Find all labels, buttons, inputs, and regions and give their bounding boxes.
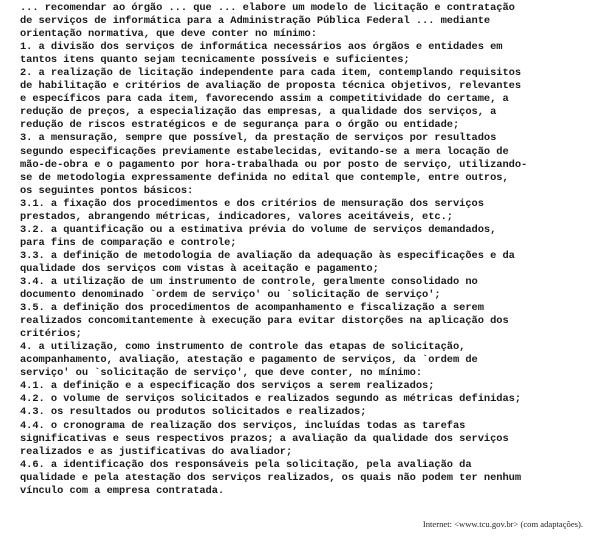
text-line: 4.4. o cronograma de realização dos serviços, incluídas todas as tarefas (20, 419, 466, 432)
text-line: realizados concomitantemente à execução para evitar distorções na aplicação dos (20, 315, 509, 328)
text-line: 2. a realização de licitação independente para cada item, contemplando requisitos (20, 67, 522, 80)
text-line: 4. a utilização, como instrumento de controle das etapas de solicitação, (20, 341, 466, 354)
text-line: 3.1. a fixação dos procedimentos e dos critérios de mensuração dos serviços (20, 197, 484, 210)
text-line: os seguintes pontos básicos: (20, 184, 194, 197)
text-line: documento denominado `ordem de serviço' ou `solicitação de serviço'; (20, 289, 441, 302)
text-line: acompanhamento, avaliação, atestação e pagamento de serviços, da `ordem de (20, 354, 478, 367)
text-line: 3.5. a definição dos procedimentos de acompanhamento e fiscalização a serem (20, 302, 484, 315)
text-line: 4.1. a definição e a especificação dos serviços a serem realizados; (20, 380, 435, 393)
text-line: 3.4. a utilização de um instrumento de controle, geralmente consolidado no (20, 275, 478, 288)
document-body (20, 2, 595, 498)
text-line: e específicos para cada item, favorecendo assim a competitividade do certame, a (20, 93, 509, 106)
text-line: segundo especificações previamente estabelecidas, evitando-se a mera locação de (20, 145, 509, 158)
text-line: significativas e seus respectivos prazos; a avaliação da qualidade dos serviços (20, 432, 509, 445)
text-line: qualidade e pela atestação dos serviços realizados, os quais não podem ter nenhum (20, 471, 522, 484)
text-line: se de metodologia expressamente definida no edital que contemple, entre outros, (20, 171, 509, 184)
text-line: redução de preços, a especialização das empresas, a qualidade dos serviços, a (20, 106, 497, 119)
text-line: 3.3. a definição de metodologia de avaliação da adequação às especificações e da (20, 249, 515, 262)
text-line: 3. a mensuração, sempre que possível, da prestação de serviços por resultados (20, 132, 497, 145)
text-line: 4.2. o volume de serviços solicitados e realizados segundo as métricas definidas; (20, 393, 522, 406)
text-line: qualidade dos serviços com vistas à aceitação e pagamento; (20, 262, 379, 275)
text-line: 1. a divisão dos serviços de informática necessários aos órgãos e entidades em (20, 41, 503, 54)
text-line: para fins de comparação e controle; (20, 236, 237, 249)
text-line: realizados e as justificativas do avaliador; (20, 445, 293, 458)
text-line: redução de riscos estratégicos e de segurança para o órgão ou entidade; (20, 119, 460, 132)
text-line: ... recomendar ao órgão ... que ... elabore um modelo de licitação e contratação (20, 2, 515, 14)
text-line: mão-de-obra e o pagamento por hora-trabalhada ou por posto de serviço, utilizando- (20, 158, 528, 171)
text-line: de serviços de informática para a Administração Pública Federal ... mediante (20, 15, 491, 28)
text-line: critérios; (20, 328, 82, 341)
text-line: de habilitação e critérios de avaliação de proposta técnica objetivos, relevantes (20, 80, 522, 93)
text-line: orientação normativa, que deve conter no mínimo: (20, 28, 317, 41)
text-line: prestados, abrangendo métricas, indicadores, valores aceitáveis, etc.; (20, 210, 453, 223)
text-line: serviço' ou `solicitação de serviço', que deve conter, no mínimo: (20, 367, 423, 380)
text-line: 3.2. a quantificação ou a estimativa prévia do volume de serviços demandados, (20, 223, 497, 236)
text-line: tantos itens quanto sejam tecnicamente possíveis e suficientes; (20, 54, 410, 67)
text-line: 4.6. a identificação dos responsáveis pela solicitação, pela avaliação da (20, 458, 472, 471)
text-line: vínculo com a empresa contratada. (20, 484, 225, 497)
text-line: 4.3. os resultados ou produtos solicitados e realizados; (20, 406, 367, 419)
source-citation: Internet: <www.tcu.gov.br> (com adaptações). (422, 519, 583, 529)
